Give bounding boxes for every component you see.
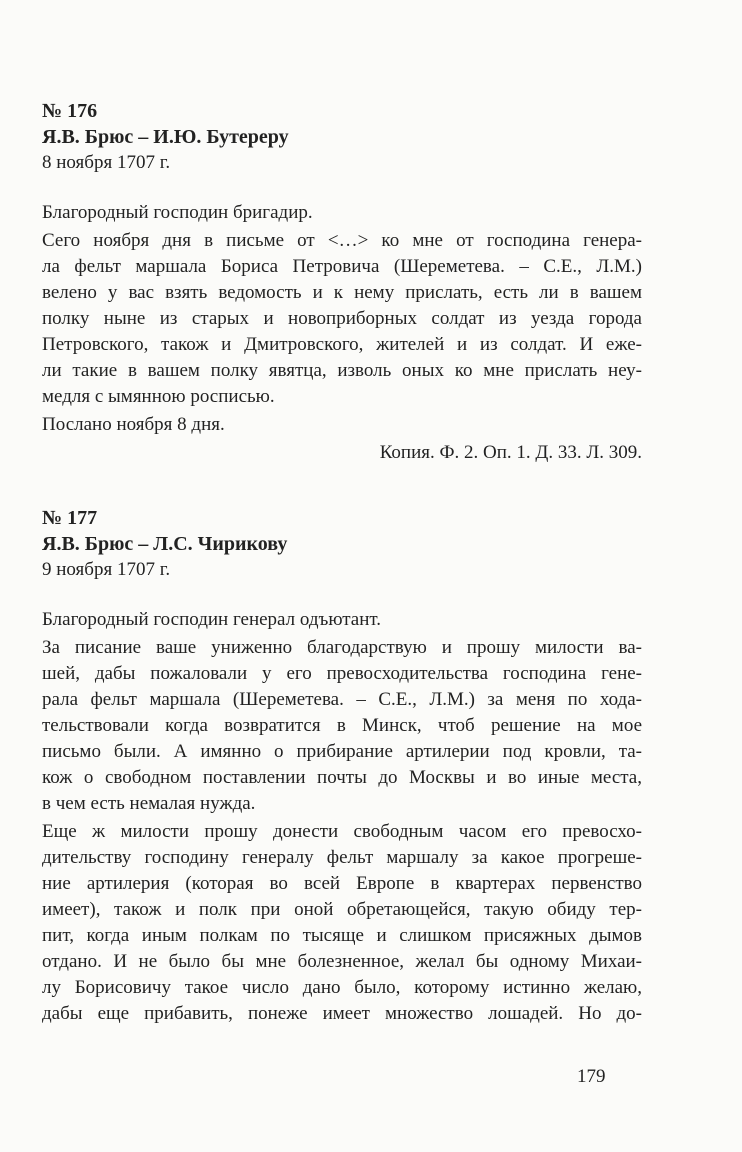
text-line: полку ныне из старых и новоприборных солдат из уезда города: [42, 308, 642, 329]
text-line: велено у вас взять ведомость и к нему прислать, есть ли в вашем: [42, 282, 642, 303]
text-line: шей, дабы пожаловали у его превосходительства господина гене-: [42, 663, 642, 684]
text-line: Петровского, також и Дмитровского, жителей и из солдат. И еже-: [42, 334, 642, 355]
text-line: лу Борисовичу такое число дано было, которому истинно желаю,: [42, 977, 642, 998]
paragraph: [42, 635, 642, 817]
document-date: 8 ноября 1707 г.: [42, 152, 171, 173]
document-title: Я.В. Брюс – Л.С. Чирикову: [42, 533, 288, 555]
document-number: № 177: [42, 507, 98, 529]
text-line: в чем есть немалая нужда.: [42, 793, 256, 814]
document-date: 9 ноября 1707 г.: [42, 559, 171, 580]
text-line: письмо были. А имянно о прибирание артилерии под кровли, та-: [42, 741, 642, 762]
text-line: пит, когда иным полкам по тысяще и слишком присяжных дымов: [42, 925, 642, 946]
document-176: [42, 98, 642, 466]
paragraph: [42, 819, 642, 1027]
text-line: дабы еще прибавить, понеже имеет множество лошадей. Но до-: [42, 1003, 642, 1024]
text-line: Сего ноября дня в письме от <…> ко мне от господина генера-: [42, 230, 642, 251]
text-line: ние артилерия (которая во всей Европе в квартерах первенство: [42, 873, 642, 894]
document-number: № 176: [42, 100, 98, 122]
archive-source: Копия. Ф. 2. Оп. 1. Д. 33. Л. 309.: [379, 442, 642, 463]
text-line: отдано. И не было бы мне болезненное, желал бы одному Михаи-: [42, 951, 642, 972]
text-line: рала фельт маршала (Шереметева. – С.Е., Л.М.) за меня по хода-: [42, 689, 642, 710]
text-line: Послано ноября 8 дня.: [42, 414, 225, 435]
greeting: Благородный господин бригадир.: [42, 202, 313, 223]
text-line: Еще ж милости прошу донести свободным часом его превосхо-: [42, 821, 642, 842]
sent-note: [42, 412, 642, 438]
text-line: имеет), також и полк при оной обретающейся, такую обиду тер-: [42, 899, 642, 920]
paragraph: [42, 228, 642, 410]
page-number: 179: [577, 1066, 606, 1087]
greeting: Благородный господин генерал одъютант.: [42, 609, 382, 630]
text-line: ли такие в вашем полку явятца, изволь оных ко мне прислать неу-: [42, 360, 642, 381]
document-177: [42, 505, 642, 1027]
text-line: кож о свободном поставлении почты до Москвы и во иные места,: [42, 767, 642, 788]
text-line: тельствовали когда возвратится в Минск, чтоб решение на мое: [42, 715, 642, 736]
text-line: ла фельт маршала Бориса Петровича (Шереметева. – С.Е., Л.М.): [42, 256, 642, 277]
text-line: дительству господину генералу фельт маршалу за какое прогреше-: [42, 847, 642, 868]
document-title: Я.В. Брюс – И.Ю. Бутереру: [42, 126, 289, 148]
text-line: За писание ваше униженно благодарствую и прошу милости ва-: [42, 637, 642, 658]
text-line: медля с ымянною росписью.: [42, 386, 275, 407]
